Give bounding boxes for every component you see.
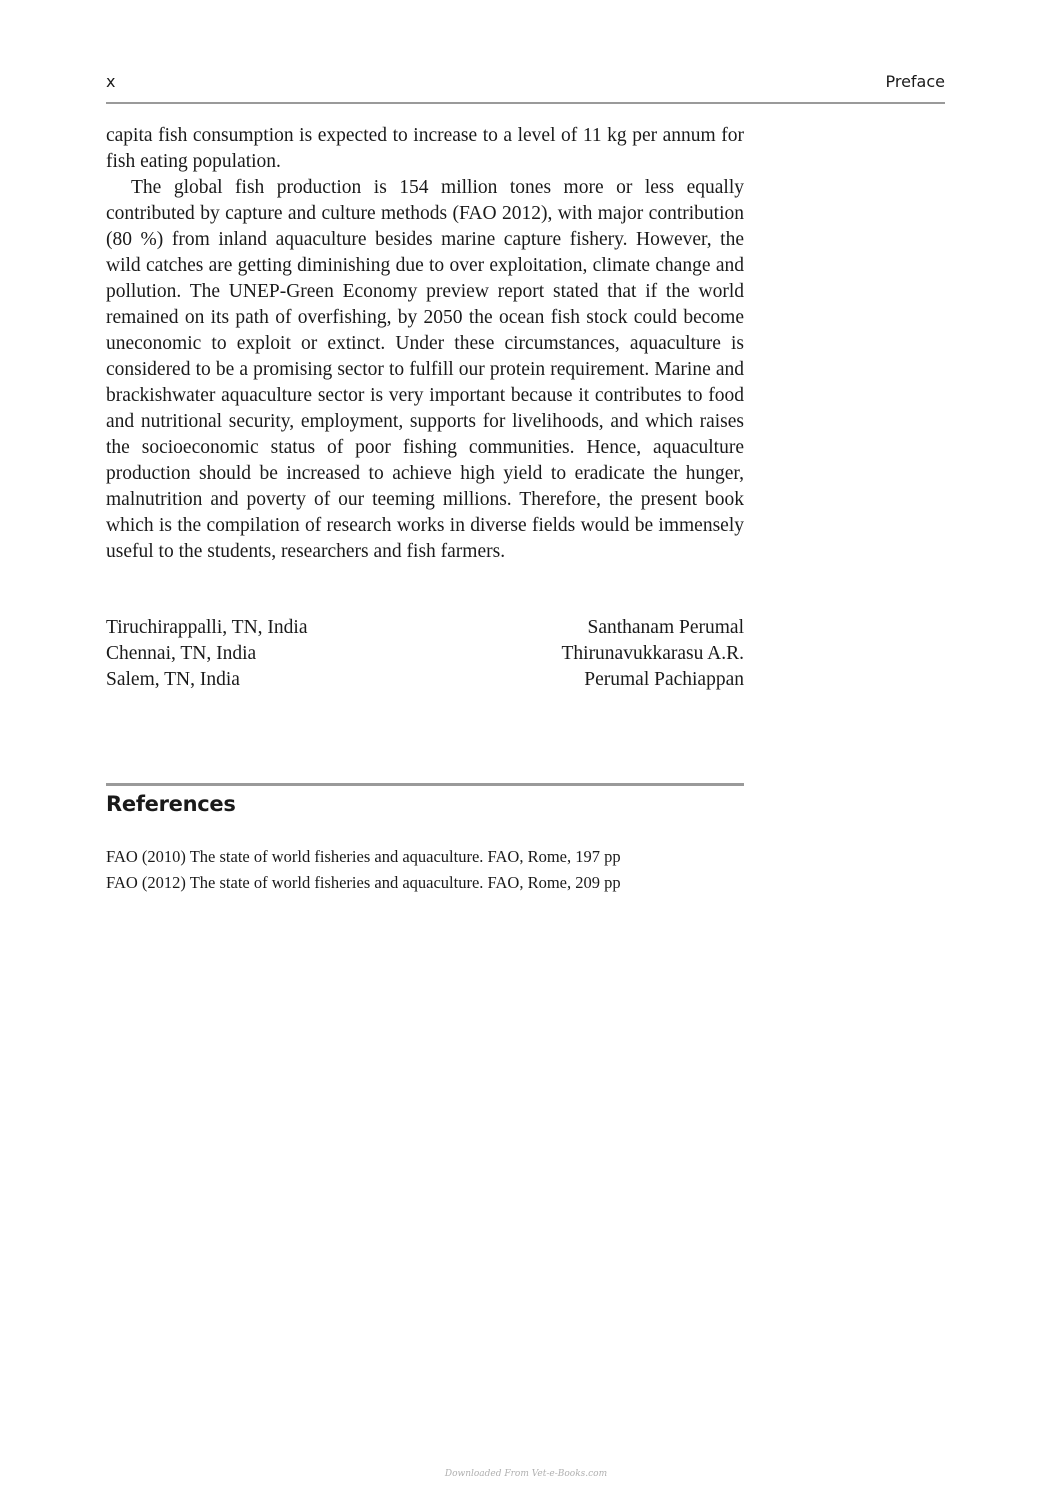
reference-item: FAO (2010) The state of world fisheries and aquaculture. FAO, Rome, 197 pp <box>106 847 621 866</box>
section-title: Preface <box>885 72 945 91</box>
body-paragraph: capita fish consumption is expected to increase to a level of 11 kg per annum for fish eating population. <box>106 125 744 172</box>
signature-row <box>106 667 744 693</box>
signature-name: Perumal Pachiappan <box>584 669 744 690</box>
page-number: x <box>106 72 116 91</box>
signature-place: Salem, TN, India <box>106 669 240 690</box>
reference-list <box>106 844 744 896</box>
signature-row <box>106 615 744 641</box>
running-head <box>106 70 945 104</box>
signature-place: Tiruchirappalli, TN, India <box>106 617 308 638</box>
signature-block <box>106 615 744 693</box>
download-watermark: Downloaded From Vet-e-Books.com <box>444 1469 608 1479</box>
signature-name: Thirunavukkarasu A.R. <box>561 643 744 664</box>
signature-name: Santhanam Perumal <box>587 617 744 638</box>
references-divider <box>106 783 744 786</box>
references-heading: References <box>106 792 236 816</box>
signature-row <box>106 641 744 667</box>
body-paragraph: The global fish production is 154 million tones more or less equally contributed by capture and culture methods (FAO 2012), with major contribution (80 %) from inland aquaculture besides marine capture fishery. However, the wild catches are getting diminishing due to over exploitation, climate change and pollution. The UNEP-Green Economy preview report stated that if the world remained on its path of overfishing, by 2050 the ocean fish stock could become uneconomic to exploit or extinct. Under these circumstances, aquaculture is considered to be a promising sector to fulfill our protein requirement. Marine and brackishwater aquaculture sector is very important because it contributes to food and nutritional security, employment, supports for livelihoods, and which raises the socioeconomic status of poor fishing communities. Hence, aquaculture production should be increased to achieve high yield to eradicate the hunger, malnutrition and poverty of our teeming millions. Therefore, the present book which is the compilation of research works in diverse fields would be immensely useful to the students, researchers and fish farmers. <box>106 177 744 562</box>
reference-item: FAO (2012) The state of world fisheries and aquaculture. FAO, Rome, 209 pp <box>106 873 621 892</box>
preface-body <box>106 123 744 565</box>
signature-place: Chennai, TN, India <box>106 643 257 664</box>
